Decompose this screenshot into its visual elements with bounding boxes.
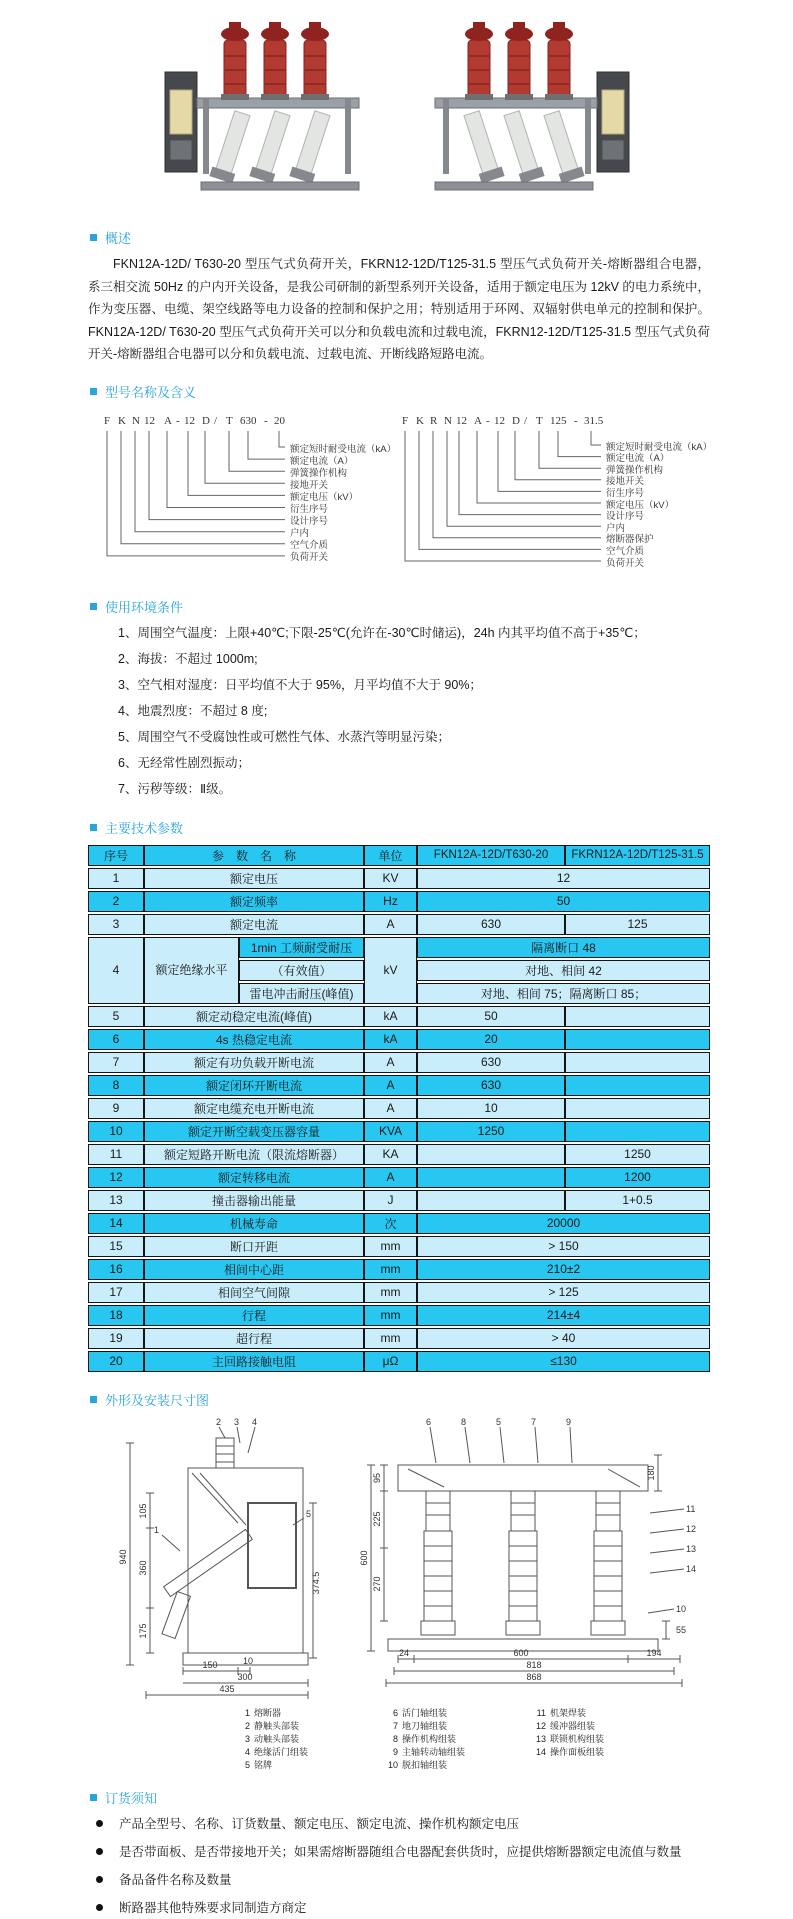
param-unit: mm [364,1305,417,1326]
param-no: 10 [88,1121,144,1142]
param-value: 20000 [417,1213,710,1234]
legend-item-number: 7 [392,1720,398,1731]
param-no: 19 [88,1328,144,1349]
model-diagram-fkrn [392,413,713,581]
param-unit: A [364,914,417,935]
param-name: 额定频率 [144,891,364,912]
legend-item [238,1733,362,1746]
part-callout: 12 [686,1523,697,1534]
param-value-fkrn: 125 [565,914,710,935]
param-value-fkrn [565,1052,710,1073]
legend-item-name: 活门轴组装 [402,1707,448,1718]
part-callout: 5 [306,1508,312,1519]
part-callout: 5 [496,1416,502,1427]
param-unit: kA [364,1029,417,1050]
legend-item-number: 1 [244,1707,250,1718]
legend-item-number: 14 [535,1746,546,1757]
ordering-note-text: 断路器其他特殊要求同制造方商定 [119,1900,307,1915]
legend-item [238,1746,362,1759]
param-no: 13 [88,1190,144,1211]
param-name: 额定转移电流 [144,1167,364,1188]
model-code-label: 设计序号 [606,511,645,523]
model-diagrams [90,413,713,581]
param-name: 相间中心距 [144,1259,364,1280]
legend-item-name: 静触头部装 [254,1720,300,1731]
model-code-label: 额定电流（A） [290,455,354,467]
dim-label: 194 [646,1647,662,1658]
part-callout: 3 [234,1416,240,1427]
param-unit: 次 [364,1213,417,1234]
param-value: 对地、相间 75；隔离断口 85； [417,983,710,1004]
model-code-token: K [118,414,126,427]
param-name: 额定短路开断电流（限流熔断器） [144,1144,364,1165]
model-code-token: / [214,414,218,427]
model-code-token: T [226,414,233,427]
param-name: 主回路接触电阻 [144,1351,364,1372]
param-row [88,1236,710,1257]
model-code-token: T [536,414,543,427]
model-code-token: 12 [184,414,195,427]
bullet-dot-icon [96,1876,103,1883]
param-row [88,1190,710,1211]
param-value-fkn: 630 [417,914,565,935]
param-row [88,1098,710,1119]
param-no: 15 [88,1236,144,1257]
legend-item-name: 熔断器 [254,1707,282,1718]
legend-item [386,1746,510,1759]
part-callout: 6 [426,1416,432,1427]
param-name: 额定开断空载变压器容量 [144,1121,364,1142]
env-condition-item: 1、周围空气温度：上限+40℃;下限-25℃(允许在-30℃时储运)，24h 内其平均值不高于+35℃； [118,625,646,640]
section-bullet-icon [90,824,97,831]
legend-item-name: 脱扣轴组装 [402,1759,448,1770]
legend-item-name: 缓冲器组装 [550,1720,596,1731]
part-callout: 9 [566,1416,572,1427]
param-value: ≤130 [417,1351,710,1372]
param-name: 相间空气间隙 [144,1282,364,1303]
dim-label: 95 [372,1472,382,1483]
param-unit: mm [364,1259,417,1280]
param-row [88,914,710,935]
param-unit: mm [364,1328,417,1349]
env-condition-item: 5、周围空气不受腐蚀性或可燃性气体、水蒸汽等明显污染； [118,729,450,744]
param-no: 18 [88,1305,144,1326]
model-code-label: 额定短时耐受电流（kA） [290,443,397,455]
model-code-token: R [430,414,438,427]
product-photo-right [400,14,637,212]
section-title-model: 型号名称及含义 [105,384,197,400]
model-code-lines [392,413,708,571]
param-unit: KVA [364,1121,417,1142]
param-name: 断口开距 [144,1236,364,1257]
param-name: 撞击器输出能量 [144,1190,364,1211]
param-value-fkn [417,1167,565,1188]
dim-label: 180 [646,1464,656,1481]
part-callout: 1 [154,1524,160,1535]
parameters-header-row [88,845,710,866]
legend-item [386,1733,510,1746]
param-row [88,1213,710,1234]
param-unit: mm [364,1282,417,1303]
dim-label: 300 [237,1671,253,1682]
param-unit: A [364,1075,417,1096]
ordering-note-item [88,1870,710,1891]
param-no: 12 [88,1167,144,1188]
part-callout: 14 [686,1563,697,1574]
param-unit: μΩ [364,1351,417,1372]
dim-label: 150 [202,1659,218,1670]
env-condition-item: 6、无经常性剧烈振动； [118,755,250,770]
legend-item [238,1759,362,1772]
dim-label: 24 [398,1647,410,1658]
section-bullet-icon [90,388,97,395]
dim-label: 818 [526,1659,542,1670]
param-row [88,1075,710,1096]
part-callout: 2 [216,1416,222,1427]
bullet-dot-icon [96,1848,103,1855]
param-unit: A [364,1052,417,1073]
overview-paragraph: FKN12A-12D/ T630-20 型压气式负荷开关，FKRN12-12D/T125-31.5 型压气式负荷开关-熔断器组合电器，系三相交流 50Hz 的户内开关设备，是我公司研制的新型系列开关设备，适用于额定电压为 12kV 的电力系统中，作为变压器、电缆、架空线路等电力设备的控制和保护之用；特别适用于环网、双辐射供电单元的控制和保护。FKN12A-12D/ T630-20 型压气式负荷开关可以分和负载电流和过载电流，FKRN12-12D/T125-31.5 型压气式负荷开关-熔断器组合电器可以分和负载电流、过载电流、开断线路短路电流。 [88,257,710,361]
model-code-token: 20 [274,414,285,427]
model-code-label: 弹簧操作机构 [606,464,664,476]
param-name: 额定绝缘水平 [144,937,239,1004]
section-heading-overview [90,228,710,247]
param-unit: J [364,1190,417,1211]
section-bullet-icon [90,1794,97,1801]
part-callout: 11 [686,1503,696,1514]
param-row [88,1305,710,1326]
legend-item-name: 动触头部装 [254,1733,300,1744]
param-name: 额定闭环开断电流 [144,1075,364,1096]
param-name: 额定有功负载开断电流 [144,1052,364,1073]
dim-label: 105 [138,1502,148,1519]
model-code-token: F [402,414,409,427]
param-row [88,1351,710,1372]
legend-item-name: 联锁机构组装 [550,1733,605,1744]
model-code-token: / [524,414,528,427]
param-unit: kA [364,1006,417,1027]
legend-item [386,1707,510,1720]
param-row [88,1167,710,1188]
ordering-notes-list [88,1814,710,1919]
param-unit: Hz [364,891,417,912]
model-code-label: 空气介质 [606,545,645,557]
param-value-fkn: 630 [417,1052,565,1073]
legend-item [534,1707,658,1720]
model-code-label: 弹簧操作机构 [290,467,348,479]
model-diagram-fkn [90,413,397,581]
param-no: 14 [88,1213,144,1234]
model-code-token: N [444,414,452,427]
dim-label: 600 [359,1549,369,1566]
param-no: 5 [88,1006,144,1027]
param-unit: KV [364,868,417,889]
model-code-label: 户内 [290,528,310,540]
param-value-fkrn [565,1006,710,1027]
product-photos [0,0,793,212]
model-code-token: - [486,414,490,427]
model-code-label: 设计序号 [290,516,329,528]
section-heading-ordering [90,1788,710,1807]
param-sublabel: 雷电冲击耐压(峰值) [239,983,364,1004]
dim-label: 940 [118,1548,128,1565]
param-unit: KA [364,1144,417,1165]
dim-label: 374.5 [311,1571,321,1594]
param-value-fkrn [565,1029,710,1050]
legend-item [386,1759,510,1772]
model-code-token: D [202,414,210,427]
model-code-token: 630 [240,414,257,427]
legend-item [534,1720,658,1733]
model-code-token: 31.5 [584,414,604,427]
model-code-label: 熔断器保护 [606,534,654,546]
ordering-note-item [88,1898,710,1919]
parts-legend [238,1707,658,1772]
bullet-dot-icon [96,1820,103,1827]
section-heading-environment [90,597,710,616]
legend-item-number: 4 [244,1746,250,1757]
env-condition-item: 4、地震烈度：不超过 8 度; [118,703,268,718]
header-name: 参 数 名 称 [144,845,364,866]
model-code-label: 额定电流（A） [606,453,670,465]
param-name: 4s 热稳定电流 [144,1029,364,1050]
legend-item-number: 13 [535,1733,546,1744]
model-code-token: N [132,414,140,427]
header-unit: 单位 [364,845,417,866]
legend-item [238,1707,362,1720]
model-code-label: 负荷开关 [290,552,329,564]
dim-label: 55 [676,1624,687,1635]
bullet-dot-icon [96,1904,103,1911]
model-code-token: - [176,414,180,427]
param-no: 6 [88,1029,144,1050]
section-heading-dimensions [90,1390,710,1409]
section-heading-parameters [90,818,710,837]
legend-item-name: 地刀轴组装 [402,1720,448,1731]
model-code-label: 负荷开关 [606,557,645,569]
param-value-fkn [417,1144,565,1165]
dim-label: 435 [219,1683,235,1694]
param-no: 2 [88,891,144,912]
param-value: 50 [417,891,710,912]
part-callout: 7 [531,1416,537,1427]
header-no: 序号 [88,845,144,866]
model-code-label: 空气介质 [290,540,329,552]
param-row [88,1121,710,1142]
legend-item [386,1720,510,1733]
dim-label: 360 [138,1559,148,1576]
dimension-drawing [88,1413,710,1772]
param-row [88,937,710,958]
part-callout: 13 [686,1543,697,1554]
legend-item-number: 8 [392,1733,398,1744]
model-code-label: 额定电压（kV） [606,499,675,511]
param-value-fkn: 20 [417,1029,565,1050]
env-condition-item: 7、污秽等级：Ⅱ级。 [118,781,232,796]
param-value: 12 [417,868,710,889]
legend-item-name: 铭牌 [254,1759,273,1770]
model-code-label: 衍生序号 [606,487,645,499]
model-code-token: 125 [550,414,567,427]
part-callout: 10 [676,1603,687,1614]
env-conditions-list [88,620,710,802]
legend-item-number: 5 [244,1759,250,1770]
param-no: 7 [88,1052,144,1073]
section-title-dimensions: 外形及安装尺寸图 [105,1392,210,1408]
model-code-token: D [512,414,520,427]
legend-item-number: 2 [244,1720,250,1731]
legend-item [238,1720,362,1733]
section-bullet-icon [90,603,97,610]
model-code-token: A [474,414,482,427]
param-value: > 125 [417,1282,710,1303]
param-value: > 150 [417,1236,710,1257]
param-value-fkrn: 1200 [565,1167,710,1188]
legend-item-name: 操作面板组装 [550,1746,605,1757]
model-code-label: 接地开关 [290,479,329,491]
product-photo-left [157,14,394,212]
param-value-fkn: 10 [417,1098,565,1119]
param-row [88,1006,710,1027]
legend-item-number: 12 [535,1720,546,1731]
model-code-label: 衍生序号 [290,504,329,515]
env-condition-item: 2、海拔：不超过 1000m; [118,651,258,666]
section-bullet-icon [90,1396,97,1403]
dimension-drawing-svg [88,1413,710,1705]
param-unit: A [364,1167,417,1188]
param-value-fkrn: 1+0.5 [565,1190,710,1211]
ordering-note-item [88,1814,710,1835]
param-row [88,1282,710,1303]
parameters-table [88,843,710,1374]
param-row [88,868,710,889]
section-title-ordering: 订货须知 [105,1790,158,1806]
dim-label: 175 [138,1622,148,1639]
param-value-fkn: 630 [417,1075,565,1096]
section-title-overview: 概述 [105,231,132,246]
dim-label: 10 [242,1655,254,1666]
legend-item-number: 3 [244,1733,250,1744]
model-code-label: 额定电压（kV） [290,491,359,503]
model-code-token: 12 [494,414,505,427]
param-no: 9 [88,1098,144,1119]
param-sublabel: （有效值） [239,960,364,981]
param-name: 额定电流 [144,914,364,935]
param-name: 行程 [144,1305,364,1326]
param-value-fkn: 50 [417,1006,565,1027]
param-sublabel: 1min 工频耐受耐压 [239,937,364,958]
model-code-token: 12 [144,414,155,427]
legend-item [534,1733,658,1746]
legend-item-number: 9 [392,1746,398,1757]
ordering-note-item [88,1842,710,1863]
legend-item-number: 11 [536,1707,546,1718]
param-value: 214±4 [417,1305,710,1326]
param-row [88,1144,710,1165]
param-value-fkrn [565,1121,710,1142]
legend-item-name: 绝缘活门组装 [254,1746,309,1757]
dim-label: 270 [372,1575,382,1592]
param-value: 隔离断口 48 [417,937,710,958]
param-name: 额定电缆充电开断电流 [144,1098,364,1119]
legend-item-number: 6 [392,1707,398,1718]
dim-label: 600 [513,1647,529,1658]
model-code-token: A [164,414,172,427]
param-value: 210±2 [417,1259,710,1280]
param-unit: A [364,1098,417,1119]
param-row [88,1029,710,1050]
param-name: 超行程 [144,1328,364,1349]
param-no: 4 [88,937,144,1004]
section-title-environment: 使用环境条件 [105,599,184,615]
dim-label: 225 [372,1510,382,1527]
legend-item-name: 操作机构组装 [402,1733,457,1744]
param-unit: kV [364,937,417,1004]
ordering-note-text: 备品备件名称及数量 [119,1872,232,1887]
model-code-token: - [574,414,578,427]
section-title-parameters: 主要技术参数 [105,820,184,836]
model-code-token: F [104,414,111,427]
model-code-label: 户内 [606,522,626,534]
legend-item-number: 10 [387,1759,398,1770]
param-no: 1 [88,868,144,889]
header-model-fkn: FKN12A-12D/T630-20 [417,845,565,866]
param-value-fkrn: 1250 [565,1144,710,1165]
param-name: 额定动稳定电流(峰值) [144,1006,364,1027]
param-unit: mm [364,1236,417,1257]
param-no: 8 [88,1075,144,1096]
section-heading-model [90,382,710,401]
param-value-fkn: 1250 [417,1121,565,1142]
ordering-note-text: 产品全型号、名称、订货数量、额定电压、额定电流、操作机构额定电压 [119,1816,520,1831]
param-value: > 40 [417,1328,710,1349]
section-bullet-icon [90,234,97,241]
legend-item-name: 机架焊装 [550,1707,587,1718]
param-row [88,1259,710,1280]
part-callout: 8 [461,1416,467,1427]
param-no: 11 [88,1144,144,1165]
model-code-token: - [264,414,268,427]
param-name: 机械寿命 [144,1213,364,1234]
ordering-note-text: 是否带面板、是否带接地开关；如果需熔断器随组合电器配套供货时，应提供熔断器额定电流值与数量 [119,1844,682,1859]
param-no: 20 [88,1351,144,1372]
param-value-fkrn [565,1098,710,1119]
param-value-fkrn [565,1075,710,1096]
param-name: 额定电压 [144,868,364,889]
param-no: 16 [88,1259,144,1280]
header-model-fkrn: FKRN12A-12D/T125-31.5 [565,845,710,866]
param-row [88,1328,710,1349]
param-row [88,891,710,912]
model-code-token: 12 [456,414,467,427]
dim-label: 868 [526,1671,542,1682]
legend-item-name: 主轴转动轴组装 [402,1746,466,1757]
legend-item [534,1746,658,1759]
env-condition-item: 3、空气相对湿度：日平均值不大于 95%，月平均值不大于 90%； [118,677,482,692]
model-code-token: K [416,414,424,427]
param-value: 对地、相间 42 [417,960,710,981]
part-callout: 4 [252,1416,258,1427]
param-no: 17 [88,1282,144,1303]
param-no: 3 [88,914,144,935]
param-value-fkn [417,1190,565,1211]
param-row [88,1052,710,1073]
model-code-label: 接地开关 [606,476,645,488]
model-code-label: 额定短时耐受电流（kA） [606,441,713,453]
